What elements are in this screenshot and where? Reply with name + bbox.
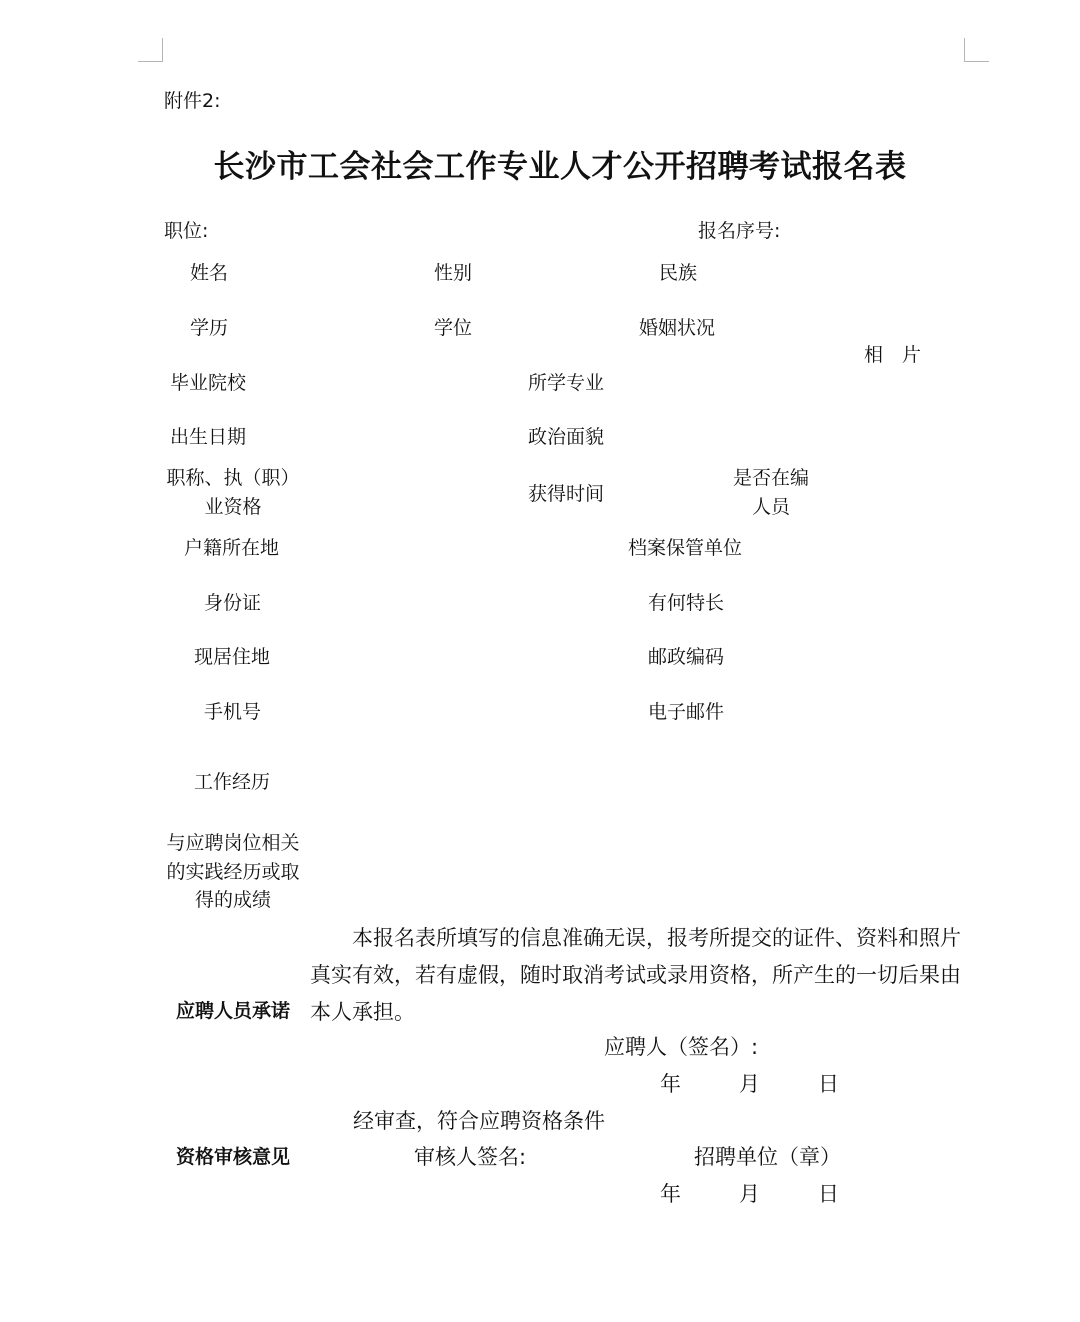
commitment-month-label: 月: [739, 1072, 760, 1096]
residence-label: 现居住地: [194, 646, 271, 668]
marital-status-label: 婚姻状况: [639, 317, 716, 339]
qualification-review-label: 资格审核意见: [176, 1146, 291, 1168]
on-staff-label-line2: 人员: [751, 496, 790, 518]
photo-label: 相 片: [864, 344, 922, 366]
review-day-label: 日: [818, 1182, 839, 1206]
archive-unit-label: 档案保管单位: [628, 537, 743, 559]
obtained-time-label: 获得时间: [528, 483, 605, 505]
reviewer-signature-label: 审核人签名:: [414, 1145, 527, 1169]
title-qualification-label-line2: 业资格: [204, 496, 262, 518]
id-card-label: 身份证: [204, 592, 262, 614]
crop-mark-top-left: [138, 38, 163, 62]
commitment-year-label: 年: [660, 1072, 681, 1096]
related-experience-label-line2: 的实践经历或取: [166, 861, 300, 883]
education-label: 学历: [190, 317, 229, 339]
on-staff-label-line1: 是否在编: [732, 467, 809, 489]
political-status-label: 政治面貌: [528, 426, 605, 448]
hukou-label: 户籍所在地: [184, 537, 280, 559]
specialty-label: 有何特长: [648, 592, 725, 614]
title-qualification-label-line1: 职称、执（职）: [166, 467, 300, 489]
school-label: 毕业院校: [170, 372, 247, 394]
related-experience-label-line1: 与应聘岗位相关: [166, 832, 300, 854]
name-label: 姓名: [190, 262, 229, 284]
birth-date-label: 出生日期: [170, 426, 247, 448]
phone-label: 手机号: [204, 701, 262, 723]
major-label: 所学专业: [528, 372, 605, 394]
work-history-label: 工作经历: [194, 771, 271, 793]
commitment-day-label: 日: [818, 1072, 839, 1096]
review-opinion-text: 经审查，符合应聘资格条件: [353, 1109, 605, 1133]
recruiting-unit-seal-label: 招聘单位（章）: [694, 1145, 841, 1169]
serial-number-label: 报名序号:: [698, 220, 781, 242]
position-label: 职位:: [164, 220, 209, 242]
crop-mark-top-right: [964, 38, 989, 62]
commitment-label: 应聘人员承诺: [176, 1000, 291, 1022]
email-label: 电子邮件: [648, 701, 725, 723]
review-month-label: 月: [739, 1182, 760, 1206]
page-title: 长沙市工会社会工作专业人才公开招聘考试报名表: [213, 149, 907, 185]
ethnicity-label: 民族: [659, 262, 698, 284]
gender-label: 性别: [434, 262, 473, 284]
commitment-text: 本报名表所填写的信息准确无误，报考所提交的证件、资料和照片真实有效，若有虚假，随时取消考试或录用资格，所产生的一切后果由本人承担。: [310, 926, 961, 1024]
review-year-label: 年: [660, 1182, 681, 1206]
related-experience-label-line3: 得的成绩: [194, 889, 271, 911]
attachment-label: 附件2:: [164, 90, 221, 112]
degree-label: 学位: [434, 317, 473, 339]
applicant-signature-label: 应聘人（签名）:: [604, 1035, 759, 1059]
postcode-label: 邮政编码: [648, 646, 725, 668]
